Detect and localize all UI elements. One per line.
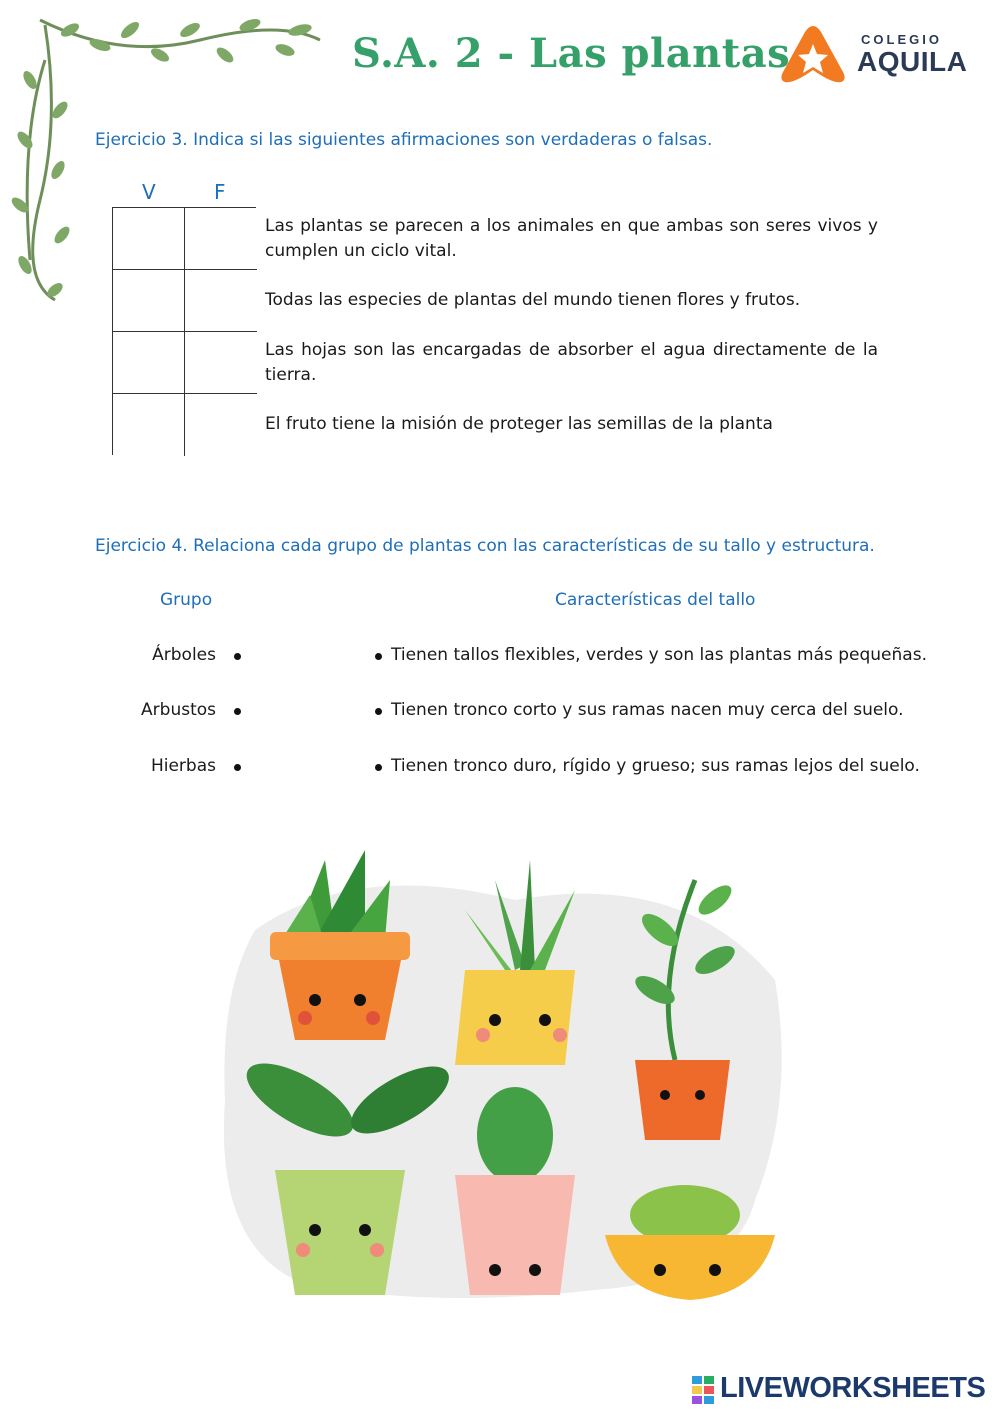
- statement-2: Todas las especies de plantas del mundo tienen flores y frutos.: [265, 290, 801, 310]
- match-dot-left-1[interactable]: [234, 653, 241, 660]
- column-v-label: V: [142, 180, 156, 204]
- ejercicio-3-heading: Ejercicio 3. Indica si las siguientes afirmaciones son verdaderas o falsas.: [95, 130, 713, 150]
- ejercicio-4-heading: Ejercicio 4. Relaciona cada grupo de plantas con las características de su tallo y estructura.: [95, 536, 875, 556]
- characteristic-1: Tienen tallos flexibles, verdes y son las plantas más pequeñas.: [391, 645, 927, 665]
- match-dot-right-3[interactable]: [375, 764, 382, 771]
- logo-aquila-text: AQUILA: [857, 46, 968, 77]
- group-arbustos: Arbustos: [141, 700, 216, 720]
- match-dot-left-2[interactable]: [234, 708, 241, 715]
- logo-colegio-text: COLEGIO: [861, 32, 942, 47]
- true-false-grid: [112, 207, 256, 455]
- statement-1: Las plantas se parecen a los animales en que ambas son seres vivos y cumplen un ciclo vital.: [265, 216, 878, 261]
- match-dot-right-2[interactable]: [375, 708, 382, 715]
- match-dot-right-1[interactable]: [375, 653, 382, 660]
- answer-cell-1-v[interactable]: [113, 208, 185, 270]
- answer-cell-4-f[interactable]: [185, 394, 257, 456]
- match-dot-left-3[interactable]: [234, 764, 241, 771]
- answer-cell-2-v[interactable]: [113, 270, 185, 332]
- page-title: S.A. 2 - Las plantas: [352, 30, 791, 77]
- answer-cell-1-f[interactable]: [185, 208, 257, 270]
- colegio-aquila-logo: [775, 22, 975, 88]
- liveworksheets-text: LIVEWORKSHEETS: [720, 1372, 986, 1404]
- answer-cell-3-v[interactable]: [113, 332, 185, 394]
- statement-4: El fruto tiene la misión de proteger las semillas de la planta: [265, 414, 773, 434]
- liveworksheets-brand: [692, 1372, 992, 1406]
- characteristic-3: Tienen tronco duro, rígido y grueso; sus ramas lejos del suelo.: [391, 756, 920, 776]
- characteristic-2: Tienen tronco corto y sus ramas nacen muy cerca del suelo.: [391, 700, 904, 720]
- group-arboles: Árboles: [152, 645, 216, 665]
- answer-cell-2-f[interactable]: [185, 270, 257, 332]
- potted-plants-illustration: [215, 840, 785, 1310]
- liveworksheets-logo-icon: [692, 1376, 716, 1406]
- column-f-label: F: [214, 180, 226, 204]
- star-logo-icon: [775, 22, 851, 88]
- grupo-column-header: Grupo: [160, 590, 213, 610]
- answer-cell-3-f[interactable]: [185, 332, 257, 394]
- caracteristicas-column-header: Características del tallo: [555, 590, 756, 610]
- group-hierbas: Hierbas: [150, 756, 216, 776]
- answer-cell-4-v[interactable]: [113, 394, 185, 456]
- statement-3: Las hojas son las encargadas de absorber el agua directamente de la tierra.: [265, 340, 878, 385]
